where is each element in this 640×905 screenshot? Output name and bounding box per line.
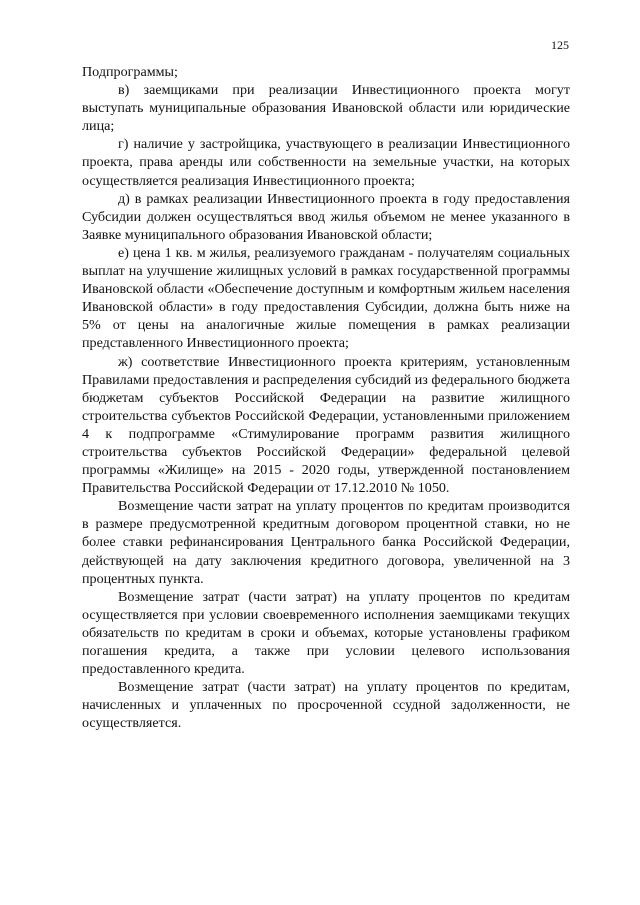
- paragraph: в) заемщиками при реализации Инвестиционного проекта могут выступать муниципальные образования Ивановской области или юридические лица;: [82, 82, 570, 135]
- paragraph: г) наличие у застройщика, участвующего в реализации Инвестиционного проекта, права аренды или собственности на земельные участки, на которых осуществляется реализация Инвестиционного проекта;: [82, 136, 570, 189]
- paragraph: е) цена 1 кв. м жилья, реализуемого гражданам - получателям социальных выплат на улучшение жилищных условий в рамках государственной программы Ивановской области «Обеспечение доступным и комфортным жильем населения Ивановской области» в году предоставления Субсидии, должна быть ниже на 5% от цены на аналогичные жилые помещения в рамках реализации представленного Инвестиционного проекта;: [82, 244, 570, 352]
- paragraph: Возмещение затрат (части затрат) на уплату процентов по кредитам осуществляется при условии своевременного исполнения заемщиками текущих обязательств по кредитам в сроки и объемах, которые установлены графиком погашения кредита, а также при условии целевого использования предоставленного кредита.: [82, 588, 570, 678]
- paragraph: Возмещение части затрат на уплату процентов по кредитам производится в размере предусмотренной кредитным договором процентной ставки, но не более ставки рефинансирования Центрального банка Российской Федерации, действующей на дату заключения кредитного договора, увеличенной на 3 процентных пункта.: [82, 498, 570, 587]
- paragraph: д) в рамках реализации Инвестиционного проекта в году предоставления Субсидии должен осуществляться ввод жилья объемом не менее указанного в Заявке муниципального образования Ивановской области;: [82, 190, 570, 243]
- paragraph: Возмещение затрат (части затрат) на уплату процентов по кредитам, начисленных и уплаченных по просроченной ссудной задолженности, не осуществляется.: [82, 679, 570, 732]
- paragraph: Подпрограммы;: [82, 64, 178, 80]
- document-body: [82, 63, 570, 732]
- paragraph: ж) соответствие Инвестиционного проекта критериям, установленным Правилами предоставления и распределения субсидий из федерального бюджета бюджетам субъектов Российской Федерации на развитие жилищного строительства субъектов Российской Федерации, установленными приложением 4 к подпрограмме «Стимулирование программ развития жилищного строительства субъектов Российской Федерации» федеральной целевой программы «Жилище» на 2015 - 2020 годы, утвержденной постановлением Правительства Российской Федерации от 17.12.2010 № 1050.: [82, 353, 570, 497]
- page-number: 125: [551, 38, 569, 52]
